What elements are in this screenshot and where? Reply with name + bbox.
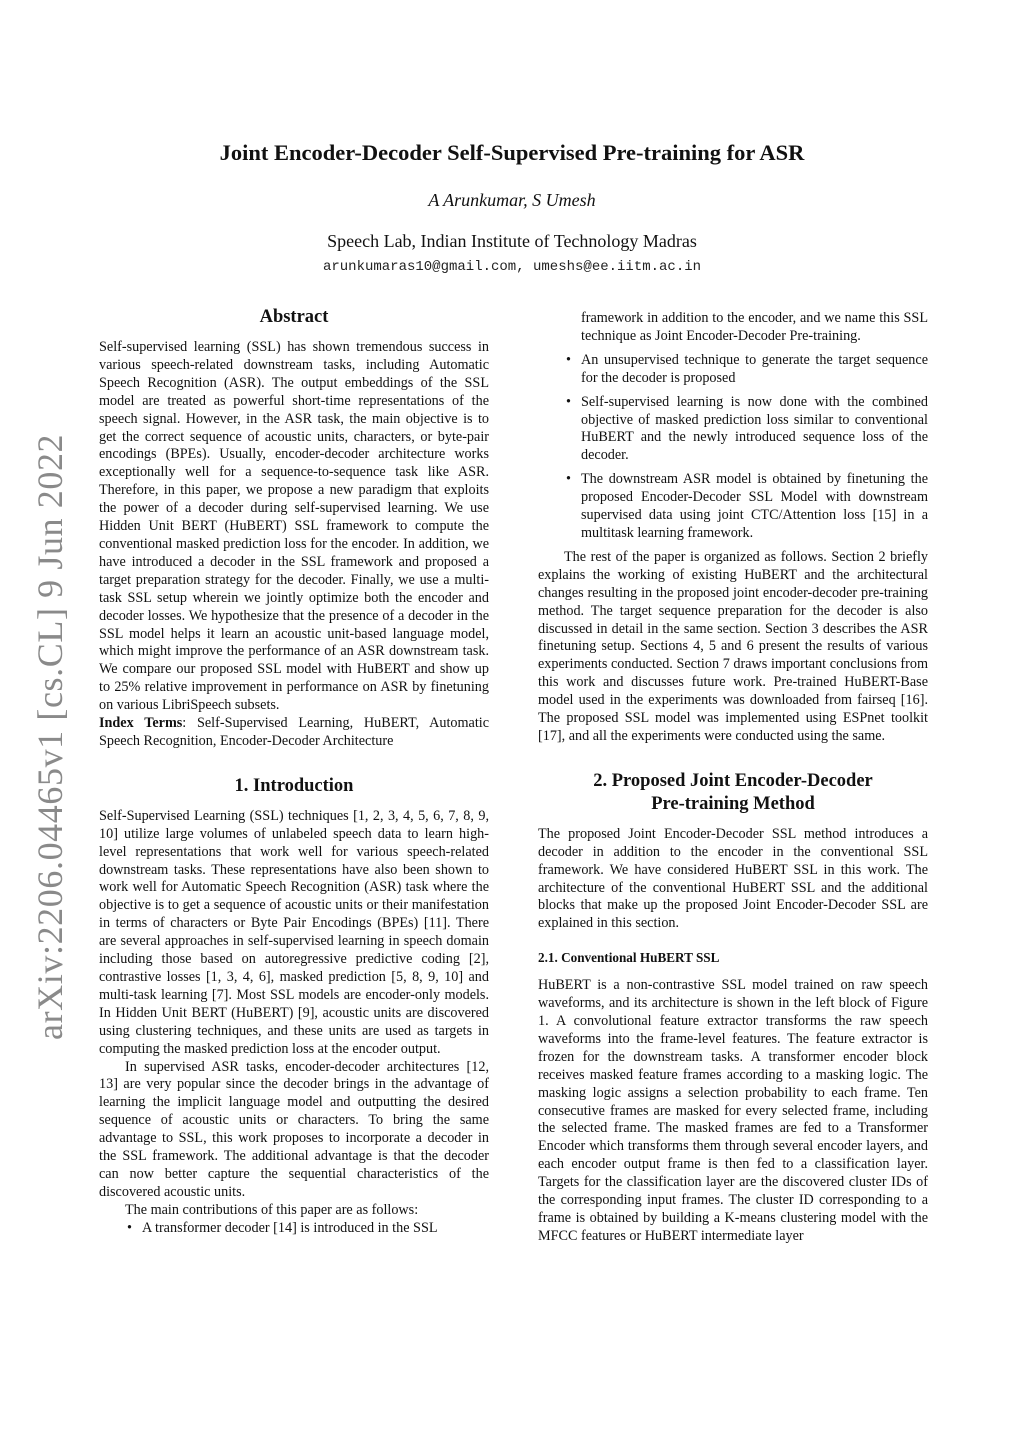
contribution-item-1: • A transformer decoder [14] is introduced in the SSL: [99, 1220, 489, 1238]
index-terms: [99, 715, 489, 751]
index-terms-text: : Self-Supervised Learning, HuBERT, Automatic Speech Recognition, Encoder-Decoder Architecture: [99, 715, 489, 749]
abstract-heading: Abstract: [259, 307, 329, 327]
contribution-item-3: • Self-supervised learning is now done with the combined objective of masked prediction loss similar to conventional HuBERT and the newly introduced sequence loss of the decoder.: [538, 394, 928, 466]
organization-paragraph: The rest of the paper is organized as follows. Section 2 briefly explains the working of existing HuBERT and the architectural changes resulting in the proposed joint encoder-decoder pre-training method. The target sequence preparation for the decoder is also discussed in detail in the same section. Section 3 describes the ASR finetuning setup. Sections 4, 5 and 6 present the results of various experiments conducted. Section 7 draws important conclusions from this work and discusses future work. Pre-trained HuBERT-Base model used in the experiments was downloaded from fairseq [16]. The proposed SSL model was implemented using ESPnet toolkit [17], and all the experiments were conducted using the same.: [538, 548, 928, 744]
section-2-paragraph: The proposed Joint Encoder-Decoder SSL method introduces a decoder in addition to the encoder in the conventional SSL framework. We have considered HuBERT SSL in this work. The architecture of the conventional HuBERT SSL and the additional blocks that make up the proposed Joint Encoder-Decoder SSL are explained in this section.: [538, 825, 928, 932]
contribution-item-1-continued: framework in addition to the encoder, and we name this SSL technique as Joint Encoder-Decoder Pre-training.: [581, 310, 928, 344]
subsection-2-1-heading: 2.1. Conventional HuBERT SSL: [538, 950, 720, 966]
introduction-heading: 1. Introduction: [234, 775, 354, 796]
section-2-heading-line-1: 2. Proposed Joint Encoder-Decoder: [593, 770, 873, 791]
index-terms-label: Index Terms: [99, 715, 183, 732]
section-2-heading: [538, 770, 928, 816]
intro-paragraph-1: Self-Supervised Learning (SSL) techniques [1, 2, 3, 4, 5, 6, 7, 8, 9, 10] utilize large volumes of unlabeled speech data to learn high-level representations that work well for various speech-related downstream tasks. These representations have also been shown to work well for Automatic Speech Recognition (ASR) task where the objective is to get a sequence of acoustic units or their manifestation in terms of characters or Byte Pair Encodings (BPEs) [11]. There are several approaches in self-supervised learning in speech domain including those based on autoregressive predictive coding [2], contrastive losses [1, 3, 4, 6], masked prediction [5, 8, 9, 10] and multi-task learning [7]. Most SSL models are encoder-only models. In Hidden Unit BERT (HuBERT) [9], acoustic units are discovered using clustering techniques, and these units are used as targets in computing the masked prediction loss at the encoder output.: [99, 807, 489, 1057]
paper-authors: A Arunkumar, S Umesh: [428, 190, 596, 210]
abstract-text: Self-supervised learning (SSL) has shown tremendous success in various speech-related downstream tasks, including Automatic Speech Recognition (ASR). The output embeddings of the SSL model are treated as powerful short-time representations of the speech signal. However, in the ASR task, the main objective is to get the correct sequence of acoustic units, characters, or byte-pair encodings (BPEs). Usually, encoder-decoder architecture works exceptionally well for a sequence-to-sequence task like ASR. Therefore, in this paper, we propose a new paradigm that exploits the power of a decoder during self-supervised learning. We use Hidden Unit BERT (HuBERT) SSL framework to compute the conventional masked prediction loss for the encoder. In addition, we have introduced a decoder in the SSL framework and proposed a target preparation strategy for the decoder. Finally, we use a multi-task SSL setup wherein we jointly optimize both the encoder and decoder losses. We hypothesize that the presence of a decoder in the SSL model helps it learn an acoustic unit-based language model, which might improve the performance of an ASR downstream task. We compare our proposed SSL model with HuBERT and show up to 25% relative improvement in performance on ASR by finetuning on various LibriSpeech subsets.: [99, 339, 489, 714]
paper-title: Joint Encoder-Decoder Self-Supervised Pre-training for ASR: [219, 140, 805, 165]
arxiv-identifier: arXiv:2206.04465v1 [cs.CL] 9 Jun 2022: [30, 433, 70, 1040]
contributions-list-continued: [538, 352, 928, 543]
right-column: [538, 310, 928, 1246]
contribution-item-4: • The downstream ASR model is obtained by finetuning the proposed Encoder-Decoder SSL Model with downstream supervised data using joint CTC/Attention loss [15] in a multitask learning framework.: [538, 471, 928, 543]
contributions-list: [99, 1220, 489, 1238]
section-2-heading-line-2: Pre-training Method: [651, 793, 815, 814]
subsection-2-1-paragraph: HuBERT is a non-contrastive SSL model trained on raw speech waveforms, and its architecture is shown in the left block of Figure 1. A convolutional feature extractor transforms the raw speech waveforms into the frame-level features. The feature extractor is frozen for the downstream tasks. A transformer encoder block receives masked feature frames according to a masking logic. The masking logic assigns a selection probability to each frame. Ten consecutive frames are masked for every selected frame, including the selected frame. The masked frames are fed to a Transformer Encoder which transforms them through several encoder layers, and each encoder output frame is then fed to a classification layer. Targets for the classification layer are the discovered cluster IDs of the corresponding input frames. The cluster ID corresponding to a frame is obtained by building a K-means clustering model with the MFCC features or HuBERT intermediate layer: [538, 977, 928, 1244]
contribution-item-2: • An unsupervised technique to generate the target sequence for the decoder is proposed: [538, 352, 928, 388]
intro-paragraph-2: In supervised ASR tasks, encoder-decoder architectures [12, 13] are very popular since the decoder brings in the advantage of learning the implicit language model and outputting the desired sequence of acoustic units or characters. To bring the same advantage to SSL, this work proposes to incorporate a decoder in the SSL framework. The additional advantage is that the decoder can now better capture the sequential characteristics of the discovered acoustic units.: [99, 1058, 489, 1200]
paper-emails: arunkumaras10@gmail.com, umeshs@ee.iitm.ac.in: [322, 259, 702, 275]
paper-affiliation: Speech Lab, Indian Institute of Technology Madras: [327, 231, 697, 251]
intro-paragraph-3: The main contributions of this paper are as follows:: [125, 1201, 419, 1218]
left-column: [99, 306, 489, 1244]
